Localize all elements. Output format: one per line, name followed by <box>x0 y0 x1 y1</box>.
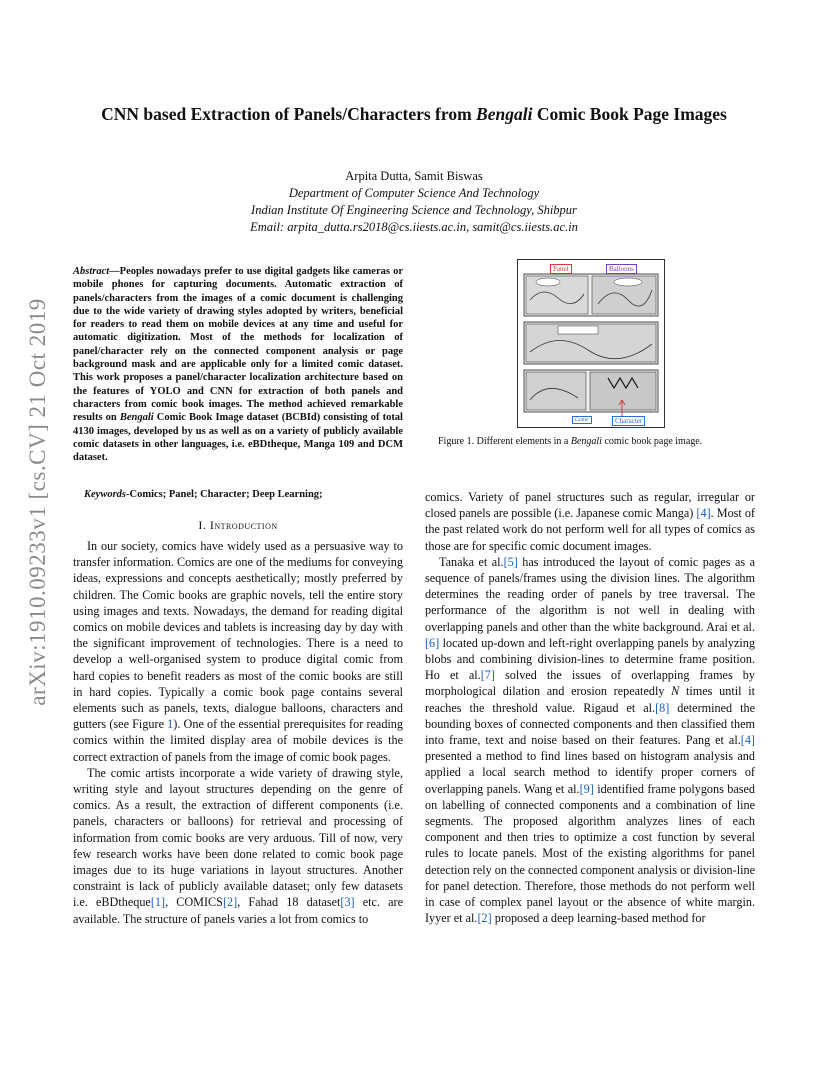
keywords-text: -Comics; Panel; Character; Deep Learning; <box>126 489 323 500</box>
citation-link[interactable]: [4] <box>696 506 711 521</box>
keywords-label: Keywords <box>84 489 126 500</box>
text-run: Tanaka et al. <box>439 554 504 569</box>
balloons-tag: Balloons <box>606 264 637 274</box>
figure-image <box>517 259 665 428</box>
paper-title <box>60 104 768 125</box>
author-department: Department of Computer Science And Technology <box>288 186 540 200</box>
text-run: . Most of the past related work do not perform well for all types of comics as those are for specific comic document images. <box>425 506 755 553</box>
citation-link[interactable]: [9] <box>579 781 594 796</box>
panel-tag: Panel <box>550 264 572 274</box>
caption-text-end: comic book page image. <box>601 436 703 447</box>
text-run: has introduced the layout of comic pages as a sequence of panels/frames using the division lines. The algorithm determines the reading order of panels by tree traversal. The performance of the algorithm is not well in dealing with overlapping panels and other than the white background. Arai et al. <box>425 554 755 634</box>
author-names: Arpita Dutta, Samit Biswas <box>345 169 483 183</box>
arxiv-stamp <box>22 287 54 717</box>
author-email: Email: arpita_dutta.rs2018@cs.iiests.ac.in, samit@cs.iiests.ac.in <box>250 220 578 234</box>
citation-link[interactable]: [2] <box>477 911 492 926</box>
left-column <box>73 538 403 927</box>
text-run: identified frame polygons based on labelling of connected components and a combination of line segments. The proposed algorithm analyzes lines of each component and then tries to optimize a cost function by several rules to locate panels. Most of the existing algorithms for panel detection rely on the connected component analysis or division-line for panel detection. Therefore, those methods do not perform well in case of complex panel layout or the absence of white margin. Iyyer et al. <box>425 781 755 926</box>
abstract-emphasis: Bengali <box>119 412 154 424</box>
citation-link[interactable]: [7] <box>480 668 495 683</box>
author-block <box>230 168 598 236</box>
citation-link[interactable]: [1] <box>150 895 166 910</box>
caption-text: Figure 1. Different elements in a <box>438 436 571 447</box>
author-institute: Indian Institute Of Engineering Science and Technology, Shibpur <box>251 203 577 217</box>
citation-link[interactable]: [2] <box>222 895 238 910</box>
section-title: Introduction <box>209 518 278 532</box>
figure-caption <box>438 436 758 447</box>
abstract-label: Abstract <box>73 266 110 277</box>
title-text-end: Comic Book Page Images <box>532 104 727 124</box>
citation-link[interactable]: [5] <box>503 554 518 569</box>
citation-link[interactable]: [4] <box>740 733 755 748</box>
citation-link[interactable]: [6] <box>425 635 440 650</box>
arxiv-id-text: arXiv:1910.09233v1 [cs.CV] 21 Oct 2019 <box>25 298 50 706</box>
text-run: presented a method to find lines based on histogram analysis and applied a local search method to identify proper corners of overlapping panels. Wang et al. <box>425 749 755 796</box>
abstract-text-end: Comic Book Image dataset (BCBId) consisting of total 4130 images, developed by us as well as on a variety of publicly available comic datasets in other languages, i.e. eBDtheque, Manga 109 and DCM dataset. <box>73 412 403 464</box>
text-run: determined the bounding boxes of connected components and then classified them into frame, text and noise based on their features. Pang et al. <box>425 700 755 748</box>
text-run: The comic artists incorporate a wide variety of drawing style, writing style and layout structures depending on the genre of comics. As a result, the extraction of different components (i.e. panels, characters or balloons) for retrieval and processing of information from comic books are very arduous. Till of now, very few research works have been done related to comic book page images due to its huge variations in layout structures. Another constraint is lack of publicly available dataset; only few datasets i.e. eBDtheque <box>73 765 403 910</box>
text-run: In our society, comics have widely used as a persuasive way to transfer information. Comics are one of the mediums for conveying ideas, expressions and concepts aesthetically; mostly preferred by children. The Comic books are graphic novels, tell the entire story using images and texts. Nowadays, the demand for reading digital comics on mobile devices and tablets is increasing day by day with the significant improvement of technologies. There is a need to develop a well-organised system to produce digital comic from hard copies to benefit readers as most of the comic books are still in hard copies. Typically a comic book page contains several elements such as panels, texts, dialogue balloons, characters and gutters (see Figure <box>73 539 403 732</box>
text-run: solved the issues of overlapping frames by morphological dilation and erosion repeatedly <box>425 668 755 699</box>
text-run: located up-down and left-right overlapping panels by analyzing blobs and combining division-lines to determine frame position. Ho et al. <box>425 635 755 683</box>
right-column <box>425 489 755 926</box>
abstract <box>73 265 403 464</box>
paragraph <box>73 765 403 927</box>
citation-link[interactable]: [8] <box>655 700 670 715</box>
title-emphasis: Bengali <box>476 104 533 124</box>
gutter-tag: Gutter <box>572 416 592 424</box>
math-variable: N <box>671 684 680 699</box>
caption-emphasis: Bengali <box>570 436 602 447</box>
title-text: CNN based Extraction of Panels/Characters from <box>101 104 477 124</box>
citation-link[interactable]: [3] <box>340 895 355 910</box>
paragraph <box>73 538 403 765</box>
abstract-text: —Peoples nowadays prefer to use digital gadgets like cameras or mobile phones for capturing documents. Automatic extraction of panels/characters from the images of a comic document is challenging due to the wide variety of drawing styles adopted by writers, beneficial for readers to read them on mobile devices at any time and useful for automatic digitization. Most of the methods for localization of panel/character rely on the connected component analysis or page background mask and are applicable only for a limited comic dataset. This work proposes a panel/character localization architecture based on the features of YOLO and CNN for extraction of both panels and characters from comic book images. The method achieved remarkable results on <box>73 266 403 424</box>
text-run: times until it reaches the threshold value. Rigaud et al. <box>425 684 755 715</box>
text-run: ). One of the essential prerequisites for reading comics within the limited display area of mobile devices is the correct extraction of panels from the image of comic book pages. <box>73 717 403 764</box>
text-run: , Fahad 18 dataset <box>237 895 341 910</box>
figure-link[interactable]: 1 <box>167 717 174 732</box>
comic-page-illustration <box>518 260 664 427</box>
text-run: proposed a deep learning-based method for <box>491 911 706 926</box>
section-number: I. <box>198 518 207 532</box>
character-tag: Character <box>612 416 645 426</box>
section-heading <box>73 518 403 533</box>
paragraph <box>425 489 755 554</box>
text-run: comics. Variety of panel structures such as regular, irregular or closed panels are possible (i.e. Japanese comic Manga) <box>425 490 755 521</box>
paragraph <box>425 554 755 927</box>
keywords <box>84 489 404 500</box>
text-run: etc. are available. The structure of panels varies a lot from comics to <box>73 895 403 926</box>
text-run: , COMICS <box>165 895 223 910</box>
